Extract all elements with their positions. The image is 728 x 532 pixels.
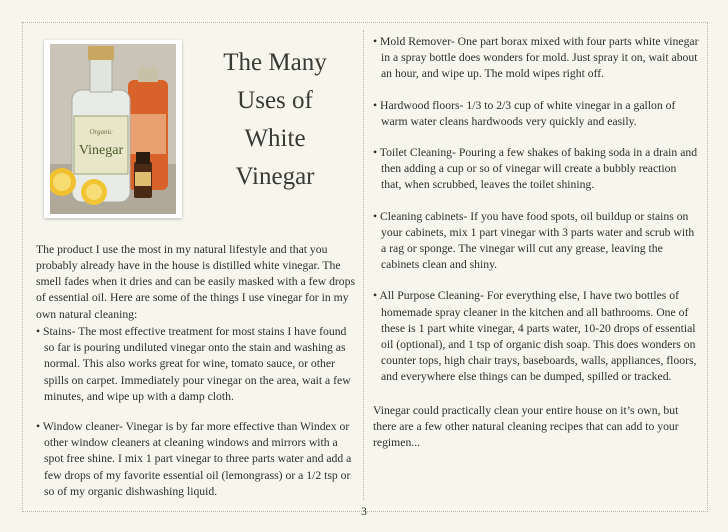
right-column [373,34,699,451]
bullet-toilet-cleaning: • Toilet Cleaning- Pouring a few shakes of baking soda in a drain and then adding a cup or so of vinegar will create a bubbly reaction that, when scrubbed, leaves the toilet shining. [373,146,698,192]
bullet-window-cleaner: • Window cleaner- Vinegar is by far more effective than Windex or other window cleaners at cleaning windows and mirrors with a spot free shine. I mix 1 part vinegar to three parts water and add a few drops of my favorite essential oil (lemongrass) or a 1/2 tsp or so of my organic dishwashing liquid. [36,420,352,498]
title-line-4: Vinegar [235,163,315,190]
bullet-stains: • Stains- The most effective treatment for most stains I have found so far is pouring undiluted vinegar onto the stain and washing as normal. This also works great for wine, tomato sauce, or other spills on carpet. Immediately pour vinegar on the area, wait a few minutes, and wipe up with a damp cloth. [36,325,351,403]
bullet-all-purpose: • All Purpose Cleaning- For everything else, I have two bottles of homemade spray cleaner in the kitchen and all bathrooms. One of these is 1 part white vinegar, 4 parts water, 10-20 drops of essential oil (optional), and 1 tsp of organic dish soap. This does wonders on counter tops, high chair trays, baseboards, walls, appliances, floors, and everywhere else things can be dumped, spilled or tracked. [373,289,697,384]
vinegar-photo [44,40,182,218]
bottle-label-text: Vinegar [78,143,124,158]
title-line-2: Uses of [237,87,313,114]
column-divider [363,30,364,500]
vinegar-bottles-illustration [50,44,176,214]
bottle-brand-text: Organic [89,128,113,136]
title-line-3: White [244,125,306,152]
closing-paragraph: Vinegar could practically clean your entire house on it’s own, but there are a few other natural cleaning recipes that can add to your regimen... [373,403,679,450]
bullet-hardwood-floors: • Hardwood floors- 1/3 to 2/3 cup of white vinegar in a gallon of warm water cleans hardwoods very quickly and easily. [373,98,676,128]
bullet-mold-remover: • Mold Remover- One part borax mixed with four parts white vinegar in a spray bottle does wonders for mold. Just spray it on, wait about an hour, and wipe up. The mold wipes right off. [373,35,699,81]
left-bullet-list [36,324,354,500]
title-line-1: The Many [223,49,327,76]
bullet-cleaning-cabinets: • Cleaning cabinets- If you have food spots, oil buildup or stains on your cabinets, mix 1 part vinegar with 3 parts water and scrub with a rag or sponge. The vinegar will cut any grease, leaving the cabinets clean and shiny. [373,209,695,272]
page-title [200,44,350,196]
intro-paragraph: The product I use the most in my natural lifestyle and that you probably already have in the house is distilled white vinegar. The smell fades when it dries and can be easily masked with a few drops of essential oil. Here are some of the things I use vinegar for in my own natural cleaning: [36,242,356,321]
page-number: 3 [361,506,367,518]
